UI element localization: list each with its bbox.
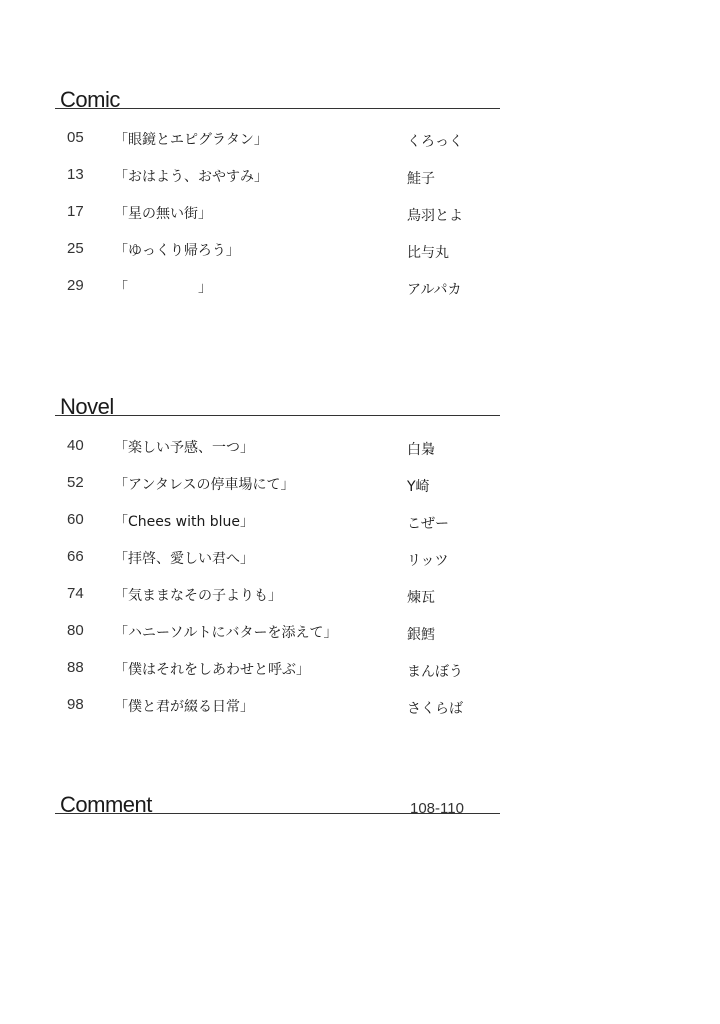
entry-title: 「 」	[114, 280, 212, 296]
comment-pages: 108-110	[410, 800, 464, 817]
entry-title: 「星の無い街」	[114, 206, 212, 222]
entry-author: こぜー	[407, 516, 449, 532]
toc-entry	[0, 437, 720, 461]
toc-entry	[0, 659, 720, 683]
entry-page: 74	[67, 585, 84, 602]
toc-entry	[0, 585, 720, 609]
entry-author: Y崎	[407, 479, 430, 495]
novel-divider	[55, 415, 500, 416]
novel-heading: Novel	[60, 394, 114, 419]
entry-page: 05	[67, 129, 84, 146]
comic-heading: Comic	[60, 87, 120, 112]
entry-title: 「おはよう、おやすみ」	[114, 169, 268, 185]
entry-page: 40	[67, 437, 84, 454]
entry-page: 25	[67, 240, 84, 257]
entry-author: 銀鱈	[407, 627, 435, 643]
comment-divider	[55, 813, 500, 814]
entry-title: 「眼鏡とエピグラタン」	[114, 132, 268, 148]
entry-title: 「楽しい予感、一つ」	[114, 440, 254, 456]
entry-page: 88	[67, 659, 84, 676]
entry-author: 鮭子	[407, 171, 435, 187]
entry-author: アルパカ	[407, 282, 462, 298]
entry-title: 「アンタレスの停車場にて」	[114, 477, 295, 493]
entry-title: 「ハニーソルトにバターを添えて」	[114, 625, 338, 641]
entry-page: 98	[67, 696, 84, 713]
entry-page: 52	[67, 474, 84, 491]
entry-title: 「Chees with blue」	[114, 514, 255, 530]
toc-entry	[0, 240, 720, 264]
entry-author: さくらば	[407, 701, 463, 717]
toc-entry	[0, 166, 720, 190]
toc-entry	[0, 277, 720, 301]
entry-author: リッツ	[407, 553, 449, 569]
toc-entry	[0, 203, 720, 227]
toc-entry	[0, 622, 720, 646]
entry-title: 「ゆっくり帰ろう」	[114, 243, 240, 259]
entry-page: 66	[67, 548, 84, 565]
comic-divider	[55, 108, 500, 109]
entry-page: 17	[67, 203, 84, 220]
entry-author: 鳥羽とよ	[407, 208, 463, 224]
toc-entry	[0, 511, 720, 535]
entry-author: まんぼう	[407, 664, 463, 680]
toc-entry	[0, 548, 720, 572]
comment-heading: Comment	[60, 792, 152, 817]
toc-entry	[0, 474, 720, 498]
toc-entry	[0, 696, 720, 720]
entry-author: 白梟	[407, 442, 435, 458]
entry-page: 13	[67, 166, 84, 183]
entry-page: 60	[67, 511, 84, 528]
entry-title: 「僕と君が綴る日常」	[114, 699, 254, 715]
entry-author: くろっく	[407, 134, 463, 150]
entry-author: 煉瓦	[407, 590, 435, 606]
entry-page: 80	[67, 622, 84, 639]
entry-title: 「僕はそれをしあわせと呼ぶ」	[114, 662, 310, 678]
entry-page: 29	[67, 277, 84, 294]
entry-author: 比与丸	[407, 245, 449, 261]
entry-title: 「気ままなその子よりも」	[114, 588, 282, 604]
toc-entry	[0, 129, 720, 153]
entry-title: 「拝啓、愛しい君へ」	[114, 551, 254, 567]
